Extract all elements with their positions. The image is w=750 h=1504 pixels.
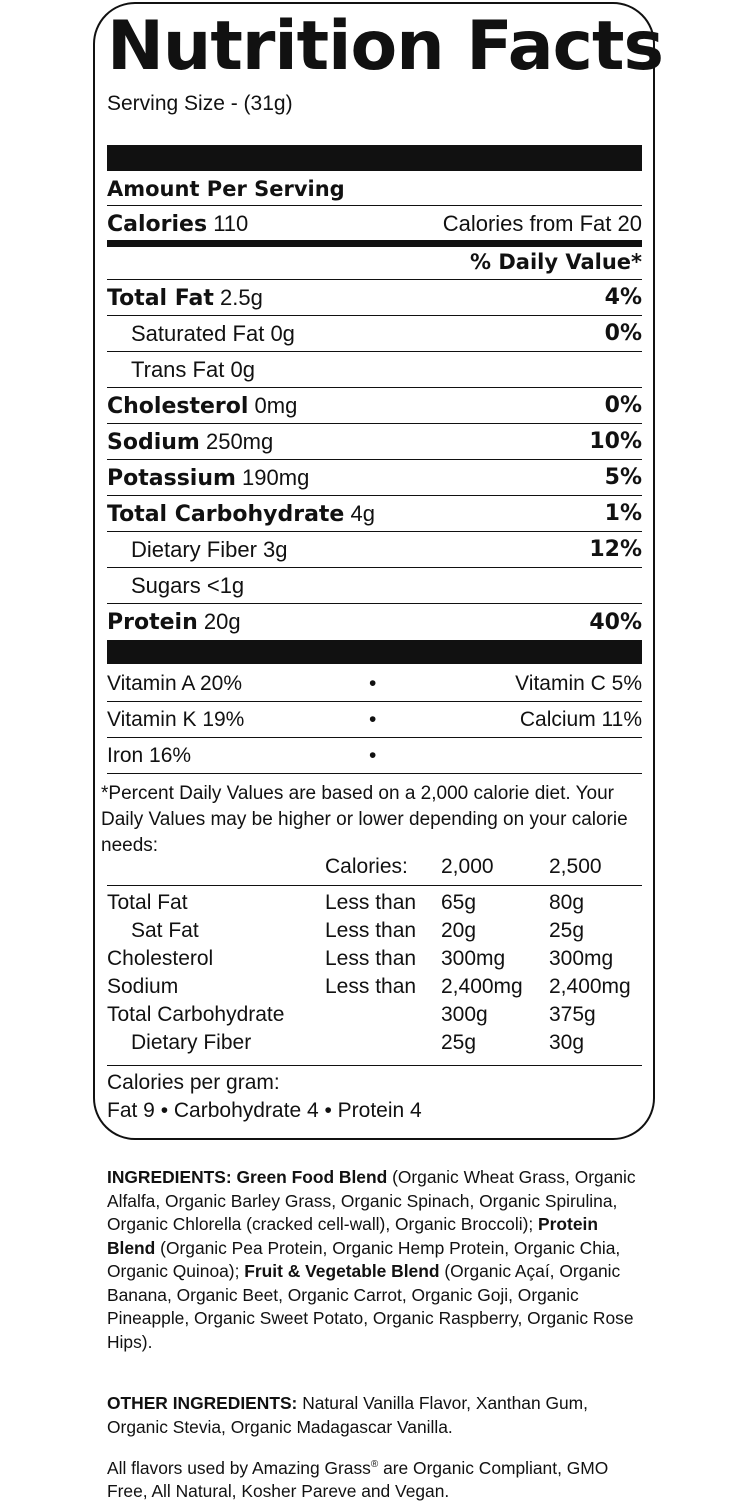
dv-header-2000: 2,000 (441, 855, 494, 878)
nutrient-dv: 1% (604, 501, 642, 526)
registered-mark: ® (370, 1459, 379, 1470)
dv-row-qualifier: Less than (325, 947, 417, 970)
vitamin-row (107, 666, 642, 702)
thick-divider (107, 640, 642, 664)
dv-row-label: Dietary Fiber (131, 1031, 252, 1054)
nutrient-name: Total Carbohydrate (107, 501, 345, 527)
dv-row-2500: 2,400mg (549, 975, 631, 998)
nutrient-row-sodium (107, 424, 642, 460)
dv-row-2500: 375g (549, 1003, 596, 1026)
nutrient-amount: 190mg (242, 464, 310, 490)
fruit-blend-name: Fruit & Vegetable Blend (244, 1261, 440, 1281)
nutrient-amount: <1g (206, 572, 245, 598)
footnote: *Percent Daily Values are based on a 2,000 calorie diet. Your Daily Values may be higher or lower depending on your calorie needs: (101, 783, 628, 856)
calories-label: Calories (107, 211, 208, 237)
nutrient-amount: 2.5g (220, 284, 263, 310)
vitamin-row (107, 738, 642, 774)
nutrient-dv: 4% (604, 285, 642, 310)
dv-row-2000: 2,400mg (441, 975, 523, 998)
dv-row-2500: 300mg (549, 947, 614, 970)
disclaimer (107, 1453, 647, 1504)
dv-row-2000: 300mg (441, 947, 506, 970)
vitamin-left: Iron 16% (107, 744, 192, 767)
dv-row-2500: 30g (549, 1031, 585, 1054)
nutrient-row-trans-fat (107, 352, 642, 388)
other-ingredients-items: Natural Vanilla Flavor, Xanthan Gum, Organic Stevia, Organic Madagascar Vanilla. (107, 1393, 588, 1437)
dv-row-label: Sat Fat (131, 919, 199, 942)
nutrient-dv: 0% (604, 393, 642, 418)
nutrient-amount: 0g (230, 356, 255, 382)
nutrient-dv: 10% (589, 429, 642, 454)
divider (107, 885, 642, 886)
disclaimer-text-a: All flavors used by Amazing Grass (107, 1457, 371, 1478)
daily-value-header: % Daily Value* (470, 250, 642, 274)
amount-per-serving: Amount Per Serving (107, 177, 345, 201)
dv-row-qualifier: Less than (325, 891, 417, 914)
dv-row-2000: 20g (441, 919, 477, 942)
bullet: • (369, 744, 377, 767)
nutrient-row-protein (107, 604, 642, 640)
dv-row-2500: 25g (549, 919, 585, 942)
dv-row-label: Total Fat (107, 891, 188, 914)
nutrient-dv: 12% (589, 537, 642, 562)
nutrient-amount: 4g (350, 500, 375, 526)
nutrient-dv: 0% (604, 321, 642, 346)
protein-blend-items: (Organic Pea Protein, Organic Hemp Protein, Organic Chia, Organic Quinoa); (107, 1237, 621, 1281)
dv-row-2000: 300g (441, 1003, 488, 1026)
nutrient-dv: 5% (604, 465, 642, 490)
calories-from-fat: Calories from Fat 20 (442, 210, 642, 236)
nutrient-name: Sugars (131, 572, 201, 598)
disclaimer-text-b: are Organic Compliant, GMO Free, All Natural, Kosher Pareve and Vegan. (107, 1457, 609, 1502)
dv-row-2000: 25g (441, 1031, 477, 1054)
vitamin-left: Vitamin A 20% (107, 672, 243, 695)
nutrient-name: Protein (107, 610, 198, 635)
nutrient-amount: 3g (263, 536, 288, 562)
nutrient-name: Sodium (107, 429, 200, 455)
green-blend-items: (Organic Wheat Grass, Organic Alfalfa, Organic Barley Grass, Organic Spinach, Organic Spirulina, Organic Chlorella (cracked cell-wall), Organic Broccoli); (107, 1167, 636, 1234)
label-title: Nutrition Facts (107, 7, 663, 86)
nutrient-dv: 40% (589, 609, 642, 635)
nutrient-amount: 20g (203, 609, 241, 634)
nutrient-row-sugars (107, 568, 642, 604)
nutrient-name: Total Fat (107, 285, 214, 311)
vitamin-right: Calcium 11% (519, 708, 642, 731)
daily-value-header-row (107, 245, 642, 280)
protein-blend-name: Protein Blend (107, 1214, 598, 1258)
nutrient-name: Dietary Fiber (131, 536, 257, 562)
nutrient-amount: 0mg (254, 392, 298, 418)
nutrient-amount: 250mg (205, 428, 274, 454)
nutrient-name: Potassium (107, 465, 236, 491)
nutrient-name: Cholesterol (107, 393, 249, 419)
dv-row-2000: 65g (441, 891, 477, 914)
dv-header-calories: Calories: (325, 855, 408, 878)
nutrient-row-saturated-fat (107, 316, 642, 352)
vitamin-right: Vitamin C 5% (515, 672, 642, 695)
other-ingredients-paragraph (107, 1392, 647, 1439)
calories-per-gram-label: Calories per gram: (107, 1071, 280, 1094)
dv-row-label: Total Carbohydrate (107, 1003, 285, 1026)
bullet: • (369, 708, 377, 731)
nutrient-name: Trans Fat (131, 356, 225, 382)
amount-per-serving-row (107, 172, 642, 206)
nutrient-row-total-carbohydrate (107, 496, 642, 532)
nutrient-row-cholesterol (107, 388, 642, 424)
green-blend-name: Green Food Blend (236, 1167, 388, 1187)
dv-row-qualifier: Less than (325, 919, 417, 942)
dv-row-label: Sodium (107, 975, 179, 998)
dv-row-2500: 80g (549, 891, 585, 914)
nutrient-row-dietary-fiber (107, 532, 642, 568)
dv-row-qualifier: Less than (325, 975, 417, 998)
calories-value: 110 (213, 210, 249, 236)
nutrient-amount: 0g (270, 320, 295, 346)
dv-header-2500: 2,500 (549, 855, 602, 878)
vitamin-left: Vitamin K 19% (107, 708, 245, 731)
fruit-blend-items: (Organic Açaí, Organic Banana, Organic Beet, Organic Carrot, Organic Goji, Organic Pineapple, Organic Sweet Potato, Organic Raspberry, Organic Rose Hips). (107, 1261, 634, 1352)
divider (107, 1065, 642, 1066)
serving-size: Serving Size - (31g) (107, 92, 293, 115)
divider (107, 205, 642, 206)
dv-row-label: Cholesterol (107, 947, 214, 970)
nutrient-row-potassium (107, 460, 642, 496)
bullet: • (369, 672, 377, 695)
nutrient-name: Saturated Fat (131, 320, 265, 346)
calories-row (107, 207, 642, 240)
other-ingredients-label: OTHER INGREDIENTS: (107, 1393, 298, 1413)
nutrient-row-total-fat (107, 280, 642, 316)
vitamin-row (107, 702, 642, 738)
thick-divider (107, 145, 642, 171)
ingredients-paragraph (107, 1166, 647, 1354)
calories-per-gram-values: Fat 9 • Carbohydrate 4 • Protein 4 (107, 1099, 422, 1122)
ingredients-label: INGREDIENTS: (107, 1167, 232, 1187)
